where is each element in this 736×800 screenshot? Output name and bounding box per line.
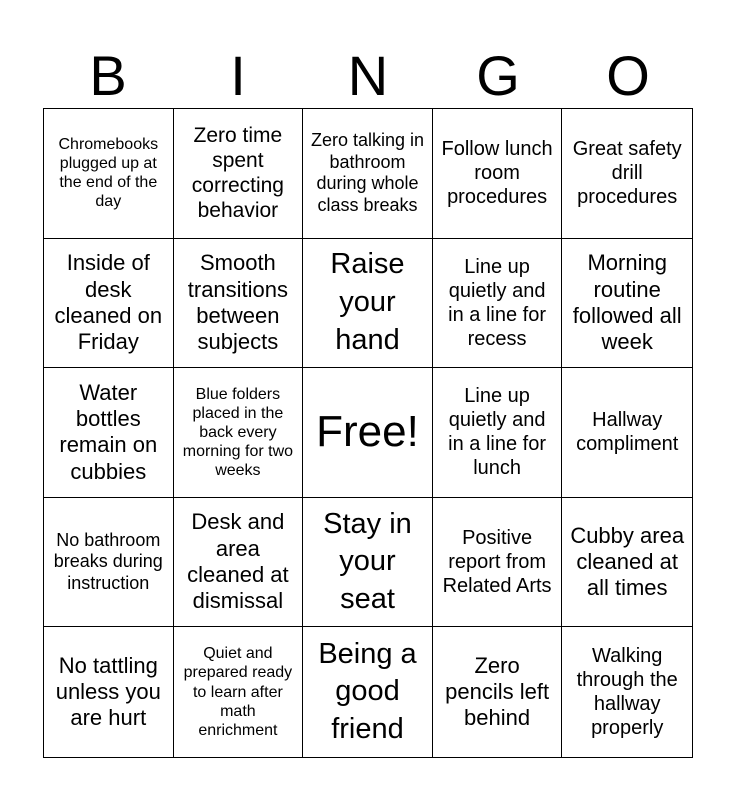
bingo-cell: Zero talking in bathroom during whole class breaks	[303, 109, 433, 239]
bingo-cell: Inside of desk cleaned on Friday	[44, 239, 174, 369]
bingo-cell: Stay in your seat	[303, 498, 433, 628]
bingo-cell: Morning routine followed all week	[562, 239, 692, 369]
header-letter-i: I	[230, 44, 246, 107]
bingo-cell: Great safety drill procedures	[562, 109, 692, 239]
bingo-cell: Cubby area cleaned at all times	[562, 498, 692, 628]
bingo-cell: Smooth transitions between subjects	[174, 239, 304, 369]
free-space: Free!	[303, 368, 433, 498]
bingo-cell: Zero time spent correcting behavior	[174, 109, 304, 239]
bingo-cell: Positive report from Related Arts	[433, 498, 563, 628]
bingo-header	[43, 44, 693, 108]
bingo-cell: Zero pencils left behind	[433, 627, 563, 757]
bingo-cell: Line up quietly and in a line for lunch	[433, 368, 563, 498]
bingo-cell: Water bottles remain on cubbies	[44, 368, 174, 498]
bingo-cell: Line up quietly and in a line for recess	[433, 239, 563, 369]
header-letter-o: O	[606, 44, 650, 107]
bingo-cell: Desk and area cleaned at dismissal	[174, 498, 304, 628]
header-letter-b: B	[89, 44, 127, 107]
bingo-cell: Walking through the hallway properly	[576, 645, 678, 740]
bingo-cell: Being a good friend	[303, 627, 433, 757]
bingo-cell: Chromebooks plugged up at the end of the day	[44, 109, 174, 239]
bingo-cell: Quiet and prepared ready to learn after math enrichment	[174, 627, 304, 757]
bingo-cell: Blue folders placed in the back every morning for two weeks	[174, 368, 304, 498]
header-letter-g: G	[476, 44, 520, 107]
header-letter-n: N	[347, 44, 389, 107]
bingo-cell: No bathroom breaks during instruction	[44, 498, 174, 628]
bingo-cell: Raise your hand	[303, 239, 433, 369]
bingo-grid	[43, 108, 693, 758]
bingo-cell: No tattling unless you are hurt	[44, 627, 174, 757]
bingo-cell: Hallway compliment	[562, 368, 692, 498]
bingo-cell: Follow lunch room procedures	[433, 109, 563, 239]
